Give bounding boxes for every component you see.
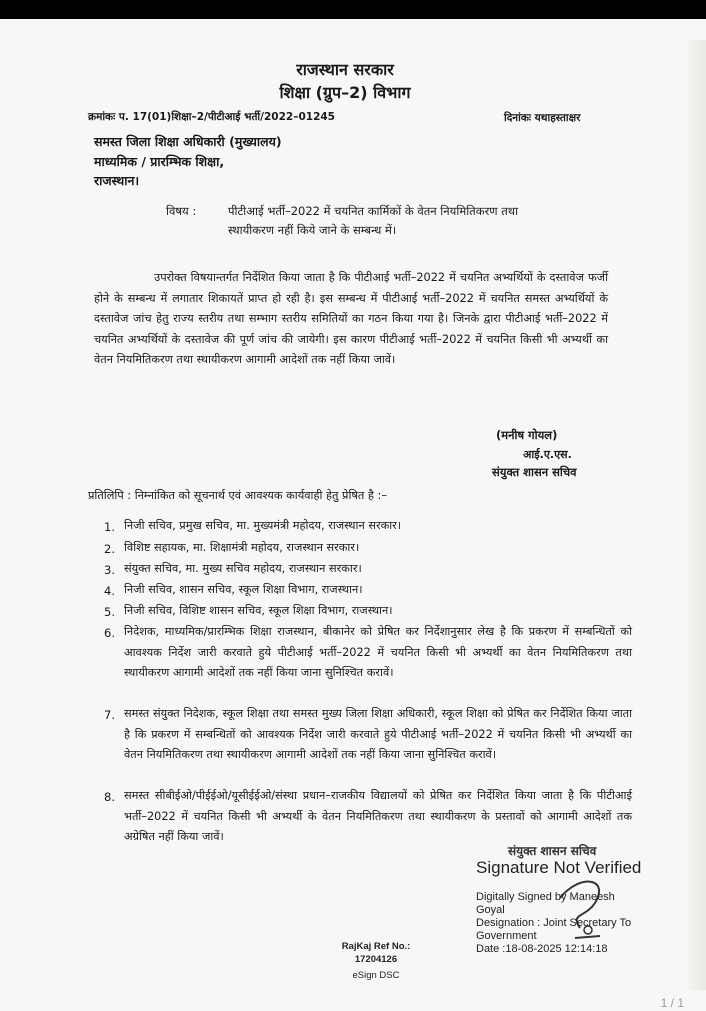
esign-label: eSign DSC [352, 970, 400, 981]
signatory-designation: संयुक्त शासन सचिव [492, 465, 577, 479]
list-item-number: 1. [104, 520, 115, 534]
list-item: निजी सचिव, विशिष्ट शासन सचिव, स्कूल शिक्षा विभाग, राजस्थान। [124, 604, 393, 617]
list-item: समस्त संयुक्त निदेशक, स्कूल शिक्षा तथा समस्त मुख्य जिला शिक्षा अधिकारी, स्कूल शिक्षा को प्रेषित कर निर्देशित किया जाता है कि प्रकरण में सम्बन्धितों को आवश्यक निर्देश जारी करवाते हुये पीटीआई भर्ती–2022 में चयनित किसी भी अभ्यर्थी का वेतन नियमितिकरण तथा स्थायीकरण आगामी आदेशों तक नहीं किया जाना सुनिश्चित करावें। [124, 707, 632, 761]
rajkaj-ref-number: 17204126 [354, 954, 398, 965]
list-item-number: 3. [104, 563, 115, 577]
document-date: दिनांकः यथाहस्ताक्षर [504, 112, 581, 124]
signature-status: Signature Not Verified [476, 858, 642, 877]
subject-label: विषय : [166, 204, 197, 218]
list-item: निजी सचिव, प्रमुख सचिव, मा. मुख्यमंत्री महोदय, राजस्थान सरकार। [124, 519, 402, 532]
signed-by: Digitally Signed by Maneesh Goyal [476, 891, 615, 916]
list-item-number: 8. [104, 790, 115, 804]
list-item-number: 6. [104, 626, 115, 640]
addressee-line-1: समस्त जिला शिक्षा अधिकारी (मुख्यालय) [94, 134, 282, 149]
list-item: संयुक्त सचिव, मा. मुख्य सचिव महोदय, राजस्थान सरकार। [124, 562, 362, 575]
subject-line-2: स्थायीकरण नहीं किये जाने के सम्बन्ध में। [228, 223, 397, 237]
viewer-top-bar [0, 0, 706, 19]
handwritten-designation-stamp: संयुक्त शासन सचिव [508, 844, 597, 858]
signatory-service: आई.ए.एस. [523, 448, 572, 461]
list-item: निजी सचिव, शासन सचिव, स्कूल शिक्षा विभाग, राजस्थान। [124, 583, 363, 596]
government-title: राजस्थान सरकार [296, 60, 394, 79]
signatory-name: (मनीष गोयल) [496, 428, 558, 442]
list-item-number: 5. [104, 605, 115, 619]
body-paragraph: उपरोक्त विषयान्तर्गत निर्देशित किया जाता है कि पीटीआई भर्ती–2022 में चयनित अभ्यर्थियों के दस्तावेज फर्जी होने के सम्बन्ध में लगातार शिकायतें प्राप्त हो रही है। इस सम्बन्ध में पीटीआई भर्ती–2022 में चयनित समस्त अभ्यर्थियों के दस्तावेज जांच हेतु राज्य स्तरीय तथा सम्भाग स्तरीय समितियों का गठन किया गया है। जिनके द्वारा पीटीआई भर्ती–2022 में चयनित अभ्यर्थियों के दस्तावेज की पूर्ण जांच की जायेगी। इस कारण पीटीआई भर्ती–2022 में चयनित किसी भी अभ्यर्थी का वेतन नियमितिकरण तथा स्थायीकरण आगामी आदेशों तक नहीं किया जावें। [94, 271, 608, 366]
addressee-line-2: माध्यमिक / प्रारम्भिक शिक्षा, [94, 154, 225, 169]
copy-to-heading: प्रतिलिपि : निम्नांकित को सूचनार्थ एवं आवश्यक कार्यवाही हेतु प्रेषित है :– [88, 489, 387, 502]
department-title: शिक्षा (ग्रुप–2) विभाग [279, 83, 411, 102]
addressee-line-3: राजस्थान। [94, 173, 140, 188]
list-item-number: 7. [104, 708, 115, 722]
list-item: समस्त सीबीईओ/पीईईओ/यूसीईईओ/संस्था प्रधान–राजकीय विद्यालयों को प्रेषित कर निर्देशित किया जाता है कि पीटीआई भर्ती–2022 में चयनित किसी भी अभ्यर्थी के वेतन नियमितिकरण तथा स्थायीकरण के प्रस्तावों को आगामी आदेशों तक अग्रेषित नहीं किया जावें। [124, 789, 632, 843]
list-item: निदेशक, माध्यमिक/प्रारम्भिक शिक्षा राजस्थान, बीकानेर को प्रेषित कर निर्देशानुसार लेख है कि प्रकरण में सम्बन्धितों को आवश्यक निर्देश जारी करवाते हुये पीटीआई भर्ती–2022 में चयनित किसी भी अभ्यर्थी का वेतन नियमितिकरण तथा स्थायीकरण आगामी आदेशों तक नहीं किया जाना सुनिश्चित करावें। [124, 625, 632, 679]
page-indicator: 1 / 1 [660, 996, 684, 1010]
signature-date: Date :18-08-2025 12:14:18 [476, 943, 608, 955]
rajkaj-ref-label: RajKaj Ref No.: [341, 941, 411, 952]
reference-number: क्रमांकः प. 17(01)शिक्षा–2/पीटीआई भर्ती/2022–01245 [88, 111, 335, 123]
subject-line-1: पीटीआई भर्ती–2022 में चयनित कार्मिकों के वेतन नियमितिकरण तथा [228, 204, 519, 218]
list-item-number: 4. [104, 584, 115, 598]
list-item: विशिष्ट सहायक, मा. शिक्षामंत्री महोदय, राजस्थान सरकार। [124, 541, 360, 554]
page-edge-shadow [688, 40, 706, 990]
list-item-number: 2. [104, 542, 115, 556]
signer-designation: Designation : Joint Secretary To Government [476, 917, 632, 942]
